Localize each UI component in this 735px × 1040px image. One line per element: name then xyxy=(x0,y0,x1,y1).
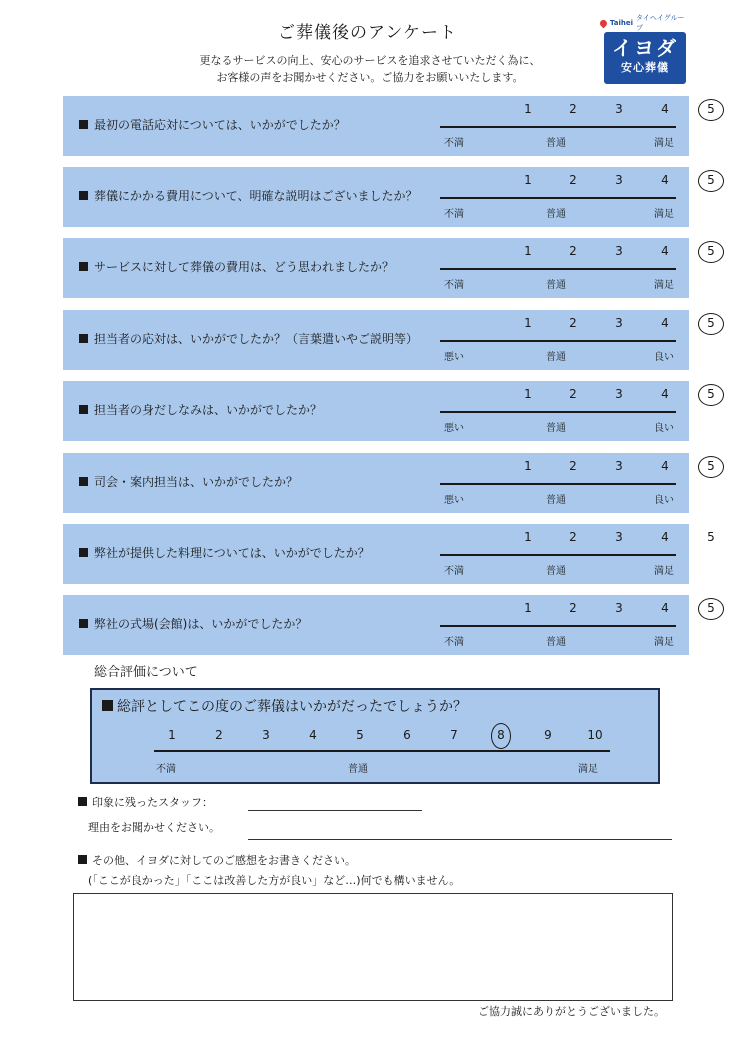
rating-option-3[interactable]: 3 xyxy=(615,387,623,401)
rating-option-4[interactable]: 4 xyxy=(661,387,669,401)
rating-option-2[interactable]: 2 xyxy=(569,387,577,401)
rating-option-3[interactable]: 3 xyxy=(615,173,623,187)
scale-high-label: 満足 xyxy=(654,138,674,149)
selection-circle xyxy=(698,241,724,263)
rating-option-5[interactable]: 5 xyxy=(707,173,715,187)
bullet-square-icon xyxy=(79,334,88,343)
scale-high-label: 満足 xyxy=(654,209,674,220)
scale-low-label: 悪い xyxy=(444,352,464,363)
question-row xyxy=(63,167,715,227)
rating-option-3[interactable]: 3 xyxy=(615,459,623,473)
rating-scale xyxy=(440,96,715,156)
intro-line-2: お客様の声をお聞かせください。ご協力をお願いいたします。 xyxy=(216,71,524,84)
question-row xyxy=(63,595,715,655)
rating-option-3[interactable]: 3 xyxy=(615,102,623,116)
staff-label xyxy=(78,794,213,810)
bullet-square-icon xyxy=(79,548,88,557)
thanks-text: ご協力誠にありがとうございました。 xyxy=(478,1005,665,1018)
bullet-square-icon xyxy=(102,700,113,711)
selection-circle xyxy=(698,456,724,478)
scale-line xyxy=(440,126,676,128)
scale-mid-label: 普通 xyxy=(546,280,566,291)
overall-option-2[interactable]: 2 xyxy=(215,728,223,742)
overall-question xyxy=(102,696,467,716)
bullet-square-icon xyxy=(79,477,88,486)
question-row xyxy=(63,96,715,156)
bullet-square-icon xyxy=(78,797,87,806)
question-row xyxy=(63,453,715,513)
scale-high-label: 満足 xyxy=(654,280,674,291)
rating-option-2[interactable]: 2 xyxy=(569,601,577,615)
bullet-square-icon xyxy=(79,262,88,271)
scale-mid-label: 普通 xyxy=(546,423,566,434)
scale-line xyxy=(440,268,676,270)
rating-option-1[interactable]: 1 xyxy=(524,387,532,401)
logo-main-text: イヨダ xyxy=(612,36,678,60)
overall-option-6[interactable]: 6 xyxy=(403,728,411,742)
scale-line xyxy=(440,197,676,199)
rating-scale xyxy=(440,381,715,441)
scale-line xyxy=(440,483,676,485)
selection-circle xyxy=(698,313,724,335)
question-label xyxy=(79,544,370,561)
rating-option-4[interactable]: 4 xyxy=(661,316,669,330)
staff-name-field[interactable] xyxy=(248,810,422,811)
question-text: 弊社が提供した料理については、いかがでしたか？ xyxy=(94,546,370,560)
scale-mid-label: 普通 xyxy=(546,209,566,220)
question-row xyxy=(63,238,715,298)
rating-scale xyxy=(440,310,715,370)
overall-option-8[interactable]: 8 xyxy=(497,728,505,742)
rating-scale xyxy=(440,453,715,513)
question-label xyxy=(79,330,418,347)
overall-scale-line xyxy=(154,750,610,752)
scale-low-label: 悪い xyxy=(444,495,464,506)
selection-circle xyxy=(698,384,724,406)
overall-mid-label: 普通 xyxy=(348,764,368,775)
overall-selection-circle xyxy=(491,723,511,749)
question-label xyxy=(79,116,346,133)
scale-high-label: 満足 xyxy=(654,637,674,648)
overall-question-text: 総評としてこの度のご葬儀はいかがだったでしょうか？ xyxy=(117,699,467,715)
scale-line xyxy=(440,625,676,627)
other-label xyxy=(78,852,356,868)
scale-low-label: 不満 xyxy=(444,209,464,220)
scale-high-label: 満足 xyxy=(654,566,674,577)
rating-option-1[interactable]: 1 xyxy=(524,102,532,116)
rating-option-4[interactable]: 4 xyxy=(661,459,669,473)
rating-scale xyxy=(440,238,715,298)
scale-high-label: 良い xyxy=(654,352,674,363)
rating-option-4[interactable]: 4 xyxy=(661,173,669,187)
overall-option-5[interactable]: 5 xyxy=(356,728,364,742)
rating-option-4[interactable]: 4 xyxy=(661,601,669,615)
rating-option-2[interactable]: 2 xyxy=(569,316,577,330)
logo-group-name: タイヘイグループ xyxy=(636,14,685,32)
selection-circle xyxy=(698,170,724,192)
rating-option-4[interactable]: 4 xyxy=(661,530,669,544)
scale-line xyxy=(440,340,676,342)
overall-box xyxy=(90,688,660,784)
rating-option-1[interactable]: 1 xyxy=(524,316,532,330)
question-label xyxy=(79,473,298,490)
reason-field[interactable] xyxy=(248,839,672,840)
rating-option-1[interactable]: 1 xyxy=(524,601,532,615)
rating-option-5[interactable]: 5 xyxy=(707,316,715,330)
rating-option-1[interactable]: 1 xyxy=(524,173,532,187)
scale-mid-label: 普通 xyxy=(546,566,566,577)
overall-heading: 総合評価について xyxy=(94,665,198,680)
rating-option-1[interactable]: 1 xyxy=(524,244,532,258)
overall-option-4[interactable]: 4 xyxy=(309,728,317,742)
rating-option-5[interactable]: 5 xyxy=(707,102,715,116)
selection-circle xyxy=(698,598,724,620)
bullet-square-icon xyxy=(79,619,88,628)
selection-circle xyxy=(698,99,724,121)
rating-option-3[interactable]: 3 xyxy=(615,530,623,544)
logo-box xyxy=(604,32,686,84)
bullet-square-icon xyxy=(79,120,88,129)
logo-sub-text: 安心葬儀 xyxy=(621,61,669,74)
rating-option-1[interactable]: 1 xyxy=(524,530,532,544)
scale-mid-label: 普通 xyxy=(546,138,566,149)
rating-scale xyxy=(440,595,715,655)
question-text: 葬儀にかかる費用について、明確な説明はございましたか？ xyxy=(94,189,418,203)
bullet-square-icon xyxy=(79,405,88,414)
rating-option-5[interactable]: 5 xyxy=(707,387,715,401)
overall-low-label: 不満 xyxy=(156,764,176,775)
question-label xyxy=(79,258,394,275)
scale-low-label: 不満 xyxy=(444,637,464,648)
intro-text xyxy=(150,52,590,86)
overall-option-7[interactable]: 7 xyxy=(450,728,458,742)
scale-low-label: 悪い xyxy=(444,423,464,434)
question-label xyxy=(79,401,322,418)
question-row xyxy=(63,524,715,584)
rating-scale xyxy=(440,524,715,584)
scale-line xyxy=(440,554,676,556)
overall-option-9[interactable]: 9 xyxy=(544,728,552,742)
rating-option-2[interactable]: 2 xyxy=(569,102,577,116)
rating-option-2[interactable]: 2 xyxy=(569,459,577,473)
scale-mid-label: 普通 xyxy=(546,352,566,363)
question-text: 最初の電話応対については、いかがでしたか？ xyxy=(94,118,346,132)
scale-mid-label: 普通 xyxy=(546,637,566,648)
question-text: 司会・案内担当は、いかがでしたか？ xyxy=(94,475,299,489)
scale-low-label: 不満 xyxy=(444,566,464,577)
logo-group-brand: Taihei xyxy=(609,19,633,27)
scale-low-label: 不満 xyxy=(444,138,464,149)
question-row xyxy=(63,381,715,441)
scale-mid-label: 普通 xyxy=(546,495,566,506)
rating-option-5[interactable]: 5 xyxy=(707,530,715,544)
rating-option-2[interactable]: 2 xyxy=(569,530,577,544)
scale-low-label: 不満 xyxy=(444,280,464,291)
rating-option-5[interactable]: 5 xyxy=(707,459,715,473)
overall-option-3[interactable]: 3 xyxy=(262,728,270,742)
overall-option-1[interactable]: 1 xyxy=(168,728,176,742)
rating-option-3[interactable]: 3 xyxy=(615,244,623,258)
rating-option-2[interactable]: 2 xyxy=(569,173,577,187)
logo-group-line xyxy=(600,16,690,30)
bullet-square-icon xyxy=(78,855,87,864)
rating-scale xyxy=(440,167,715,227)
overall-high-label: 満足 xyxy=(578,764,598,775)
question-text: サービスに対して葬儀の費用は、どう思われましたか？ xyxy=(94,260,395,274)
rating-option-5[interactable]: 5 xyxy=(707,244,715,258)
reason-label: 理由をお聞かせください。 xyxy=(88,821,220,834)
rating-option-1[interactable]: 1 xyxy=(524,459,532,473)
rating-option-4[interactable]: 4 xyxy=(661,244,669,258)
scale-high-label: 良い xyxy=(654,495,674,506)
question-text: 弊社の式場(会館)は、いかがでしたか？ xyxy=(94,617,308,631)
comment-box[interactable] xyxy=(73,893,673,1001)
staff-label-text: 印象に残ったスタッフ： xyxy=(92,796,213,809)
question-label xyxy=(79,615,307,632)
other-sub-label: (「ここが良かった」「ここは改善した方が良い」など…)何でも構いません。 xyxy=(88,874,461,887)
question-label xyxy=(79,187,418,204)
scale-line xyxy=(440,411,676,413)
rating-option-3[interactable]: 3 xyxy=(615,601,623,615)
bullet-square-icon xyxy=(79,191,88,200)
page-title: ご葬儀後のアンケート xyxy=(278,23,457,43)
rating-option-2[interactable]: 2 xyxy=(569,244,577,258)
question-row xyxy=(63,310,715,370)
other-label-text: その他、イヨダに対してのご感想をお書きください。 xyxy=(92,854,356,867)
rating-option-5[interactable]: 5 xyxy=(707,601,715,615)
drop-icon xyxy=(599,18,609,28)
intro-line-1: 更なるサービスの向上、安心のサービスを追求させていただく為に、 xyxy=(199,54,541,67)
question-text: 担当者の身だしなみは、いかがでしたか？ xyxy=(94,403,323,417)
overall-option-10[interactable]: 10 xyxy=(587,728,603,742)
rating-option-3[interactable]: 3 xyxy=(615,316,623,330)
scale-high-label: 良い xyxy=(654,423,674,434)
company-logo xyxy=(600,16,690,84)
question-text: 担当者の応対は、いかがでしたか？（言葉遣いやご説明等） xyxy=(94,332,419,346)
rating-option-4[interactable]: 4 xyxy=(661,102,669,116)
